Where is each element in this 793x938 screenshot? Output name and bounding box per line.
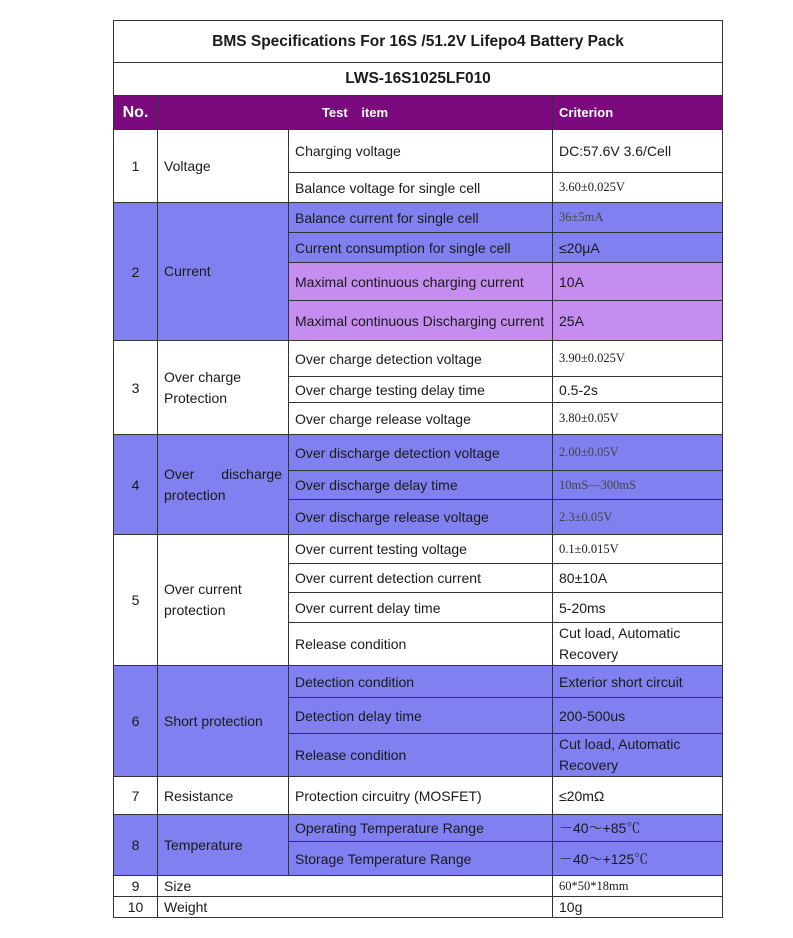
test-item-cell: Over charge detection voltage (289, 341, 553, 377)
test-item-cell: Over discharge delay time (289, 471, 553, 500)
category-cell: Over current protection (158, 535, 289, 666)
criterion-cell: 10g (553, 897, 723, 918)
test-item-cell: Over current testing voltage (289, 535, 553, 564)
row-number: 3 (114, 341, 158, 435)
criterion-cell: 200-500us (553, 698, 723, 734)
test-item-cell: Over discharge release voltage (289, 500, 553, 535)
row-number: 10 (114, 897, 158, 918)
criterion-cell: 3.60±0.025V (553, 173, 723, 203)
criterion-cell: 80±10A (553, 564, 723, 593)
category-cell: Size (158, 876, 553, 897)
criterion-cell: 25A (553, 301, 723, 341)
criterion-cell: 36±5mA (553, 203, 723, 233)
criterion-cell: 3.90±0.025V (553, 341, 723, 377)
row-number: 4 (114, 435, 158, 535)
test-item-cell: Release condition (289, 734, 553, 777)
table-row (114, 876, 723, 897)
table-row (114, 203, 723, 233)
criterion-cell: 60*50*18mm (553, 876, 723, 897)
criterion-cell: DC:57.6V 3.6/Cell (553, 130, 723, 173)
table-row (114, 777, 723, 815)
test-item-cell: Over current delay time (289, 593, 553, 623)
row-number: 9 (114, 876, 158, 897)
row-number: 8 (114, 815, 158, 876)
table-row (114, 341, 723, 377)
category-cell: Over discharge protection (158, 435, 289, 535)
row-number: 1 (114, 130, 158, 203)
criterion-cell: 5-20ms (553, 593, 723, 623)
title-row (114, 21, 723, 63)
test-item-cell: Operating Temperature Range (289, 815, 553, 842)
criterion-cell: －40～+125℃ (553, 842, 723, 876)
category-cell: Voltage (158, 130, 289, 203)
table-row (114, 435, 723, 471)
category-cell: Over charge Protection (158, 341, 289, 435)
test-item-cell: Detection delay time (289, 698, 553, 734)
category-cell: Weight (158, 897, 553, 918)
criterion-cell: ≤20μA (553, 233, 723, 263)
row-number: 2 (114, 203, 158, 341)
test-item-cell: Current consumption for single cell (289, 233, 553, 263)
test-item-cell: Charging voltage (289, 130, 553, 173)
criterion-cell: Exterior short circuit (553, 666, 723, 698)
category-cell: Short protection (158, 666, 289, 777)
criterion-cell: ≤20mΩ (553, 777, 723, 815)
criterion-cell: 3.80±0.05V (553, 403, 723, 435)
test-item-cell: Over charge testing delay time (289, 377, 553, 403)
category-cell: Current (158, 203, 289, 341)
test-item-cell: Over charge release voltage (289, 403, 553, 435)
test-item-cell: Maximal continuous charging current (289, 263, 553, 301)
criterion-cell: 2.00±0.05V (553, 435, 723, 471)
row-number: 6 (114, 666, 158, 777)
test-item-cell: Release condition (289, 623, 553, 666)
category-cell: Resistance (158, 777, 289, 815)
header-test-item: Test item (158, 96, 553, 130)
criterion-cell: 2.3±0.05V (553, 500, 723, 535)
bms-spec-table (113, 20, 723, 918)
model-number: LWS-16S1025LF010 (114, 63, 723, 96)
model-row (114, 63, 723, 96)
criterion-cell: 0.5-2s (553, 377, 723, 403)
criterion-cell: 10mS—300mS (553, 471, 723, 500)
test-item-cell: Over discharge detection voltage (289, 435, 553, 471)
category-cell: Temperature (158, 815, 289, 876)
criterion-cell: 10A (553, 263, 723, 301)
table-row (114, 897, 723, 918)
test-item-cell: Detection condition (289, 666, 553, 698)
table-row (114, 535, 723, 564)
criterion-cell: 0.1±0.015V (553, 535, 723, 564)
header-row (114, 96, 723, 130)
row-number: 5 (114, 535, 158, 666)
table-row (114, 130, 723, 173)
test-item-cell: Maximal continuous Discharging current (289, 301, 553, 341)
test-item-cell: Over current detection current (289, 564, 553, 593)
header-no: No. (114, 96, 158, 130)
test-item-cell: Balance current for single cell (289, 203, 553, 233)
table-row (114, 815, 723, 842)
test-item-cell: Balance voltage for single cell (289, 173, 553, 203)
test-item-cell: Storage Temperature Range (289, 842, 553, 876)
test-item-cell: Protection circuitry (MOSFET) (289, 777, 553, 815)
row-number: 7 (114, 777, 158, 815)
criterion-cell: －40～+85℃ (553, 815, 723, 842)
table-title: BMS Specifications For 16S /51.2V Lifepo4 Battery Pack (114, 21, 723, 63)
criterion-cell: Cut load, Automatic Recovery (553, 623, 723, 666)
header-criterion: Criterion (553, 96, 723, 130)
criterion-cell: Cut load, Automatic Recovery (553, 734, 723, 777)
table-row (114, 666, 723, 698)
